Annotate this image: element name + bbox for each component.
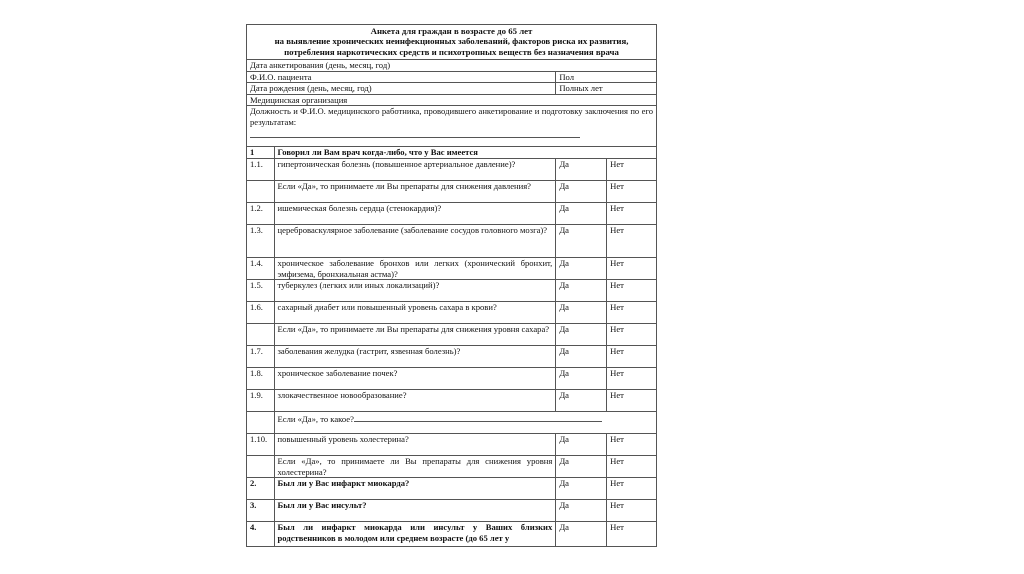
question-text: Если «Да», то принимаете ли Вы препараты для снижения уровня сахара? [274,324,556,346]
question-row [247,180,657,202]
answer-yes[interactable]: Да [556,224,607,257]
question-number [247,412,275,434]
answer-no[interactable]: Нет [607,434,657,456]
answer-yes[interactable]: Да [556,302,607,324]
question-text: цереброваскулярное заболевание (заболевание сосудов головного мозга)? [274,224,556,257]
question-number: 1.7. [247,346,275,368]
question-text: Был ли инфаркт миокарда или инсульт у Ваших близких родственников в молодом или среднем возрасте (до 65 лет у [274,522,556,547]
question-row [247,224,657,257]
question-row [247,522,657,547]
section-title: Говорил ли Вам врач когда-либо, что у Вас имеется [274,147,656,159]
question-text: хроническое заболевание бронхов или легких (хронический бронхит, эмфизема, бронхиальная астма)? [274,257,556,279]
answer-no[interactable]: Нет [607,202,657,224]
question-row [247,412,657,434]
form-title-line: на выявление хронических неинфекционных заболеваний, факторов риска их развития, [274,36,629,47]
question-text[interactable] [274,412,656,434]
question-text: Был ли у Вас инсульт? [274,500,556,522]
question-row [247,302,657,324]
answer-yes[interactable]: Да [556,180,607,202]
form-title-line: потребления наркотических средств и психотропных веществ без назначения врача [284,46,619,57]
which-one-label: Если «Да», то какое? [277,414,354,425]
section-number: 1 [247,147,275,159]
form-title-line: Анкета для граждан в возрасте до 65 лет [370,26,533,36]
section-row [247,147,657,159]
answer-no[interactable]: Нет [607,302,657,324]
worker-field[interactable] [247,106,657,147]
question-text: злокачественное новообразование? [274,390,556,412]
answer-no[interactable]: Нет [607,368,657,390]
answer-yes[interactable]: Да [556,434,607,456]
answer-yes[interactable]: Да [556,280,607,302]
organization-label: Медицинская организация [250,94,348,105]
question-row [247,257,657,279]
organization-field[interactable] [247,94,657,106]
question-text: хроническое заболевание почек? [274,368,556,390]
birth-date-label: Дата рождения (день, месяц, год) [250,83,372,94]
question-text: повышенный уровень холестерина? [274,434,556,456]
question-number: 1.5. [247,280,275,302]
question-number: 1.2. [247,202,275,224]
question-row [247,500,657,522]
question-row [247,202,657,224]
full-years-field[interactable] [556,83,657,95]
question-text: Был ли у Вас инфаркт миокарда? [274,478,556,500]
answer-yes[interactable]: Да [556,500,607,522]
answer-no[interactable]: Нет [607,257,657,279]
answer-no[interactable]: Нет [607,224,657,257]
question-row [247,434,657,456]
answer-no[interactable]: Нет [607,478,657,500]
answer-yes[interactable]: Да [556,368,607,390]
question-number: 2. [247,478,275,500]
question-number: 3. [247,500,275,522]
question-number [247,180,275,202]
question-row [247,456,657,478]
answer-yes[interactable]: Да [556,324,607,346]
form-title [247,25,657,60]
answer-no[interactable]: Нет [607,390,657,412]
full-years-label: Полных лет [559,83,603,94]
answer-yes[interactable]: Да [556,456,607,478]
answer-yes[interactable]: Да [556,390,607,412]
question-number: 1.3. [247,224,275,257]
which-one-underline [354,412,602,422]
question-row [247,368,657,390]
question-row [247,324,657,346]
question-text: Если «Да», то принимаете ли Вы препараты для снижения давления? [274,180,556,202]
question-number: 4. [247,522,275,547]
answer-no[interactable]: Нет [607,180,657,202]
question-number: 1.9. [247,390,275,412]
answer-yes[interactable]: Да [556,158,607,180]
question-number: 1.8. [247,368,275,390]
form-title-row [247,25,657,60]
question-row [247,390,657,412]
answer-no[interactable]: Нет [607,500,657,522]
question-number: 1.6. [247,302,275,324]
worker-label: Должность и Ф.И.О. медицинского работника, проводившего анкетирование и подготовку заключения по его результатам: [250,106,653,127]
question-text: сахарный диабет или повышенный уровень сахара в крови? [274,302,556,324]
question-row [247,280,657,302]
answer-yes[interactable]: Да [556,202,607,224]
questionnaire-table [246,24,657,547]
answer-no[interactable]: Нет [607,522,657,547]
question-text: Если «Да», то принимаете ли Вы препараты для снижения уровня холестерина? [274,456,556,478]
question-row [247,478,657,500]
question-row [247,346,657,368]
answer-no[interactable]: Нет [607,158,657,180]
date-survey-label: Дата анкетирования (день, месяц, год) [250,60,391,70]
question-number [247,324,275,346]
answer-no[interactable]: Нет [607,280,657,302]
date-survey-field[interactable] [247,60,657,72]
question-number: 1.4. [247,257,275,279]
question-text: заболевания желудка (гастрит, язвенная болезнь)? [274,346,556,368]
worker-underline [250,128,580,138]
answer-no[interactable]: Нет [607,346,657,368]
sex-label: Пол [559,71,574,82]
question-number: 1.1. [247,158,275,180]
answer-no[interactable]: Нет [607,324,657,346]
answer-no[interactable]: Нет [607,456,657,478]
questionnaire-page [246,24,657,574]
answer-yes[interactable]: Да [556,522,607,547]
answer-yes[interactable]: Да [556,257,607,279]
question-text: ишемическая болезнь сердца (стенокардия)? [274,202,556,224]
question-text: туберкулез (легких или иных локализаций)? [274,280,556,302]
question-number [247,456,275,478]
question-number: 1.10. [247,434,275,456]
patient-name-field[interactable] [247,71,556,83]
answer-yes[interactable]: Да [556,346,607,368]
answer-yes[interactable]: Да [556,478,607,500]
patient-name-label: Ф.И.О. пациента [250,71,312,82]
question-row [247,158,657,180]
sex-field[interactable] [556,71,657,83]
question-text: гипертоническая болезнь (повышенное артериальное давление)? [274,158,556,180]
birth-date-field[interactable] [247,83,556,95]
